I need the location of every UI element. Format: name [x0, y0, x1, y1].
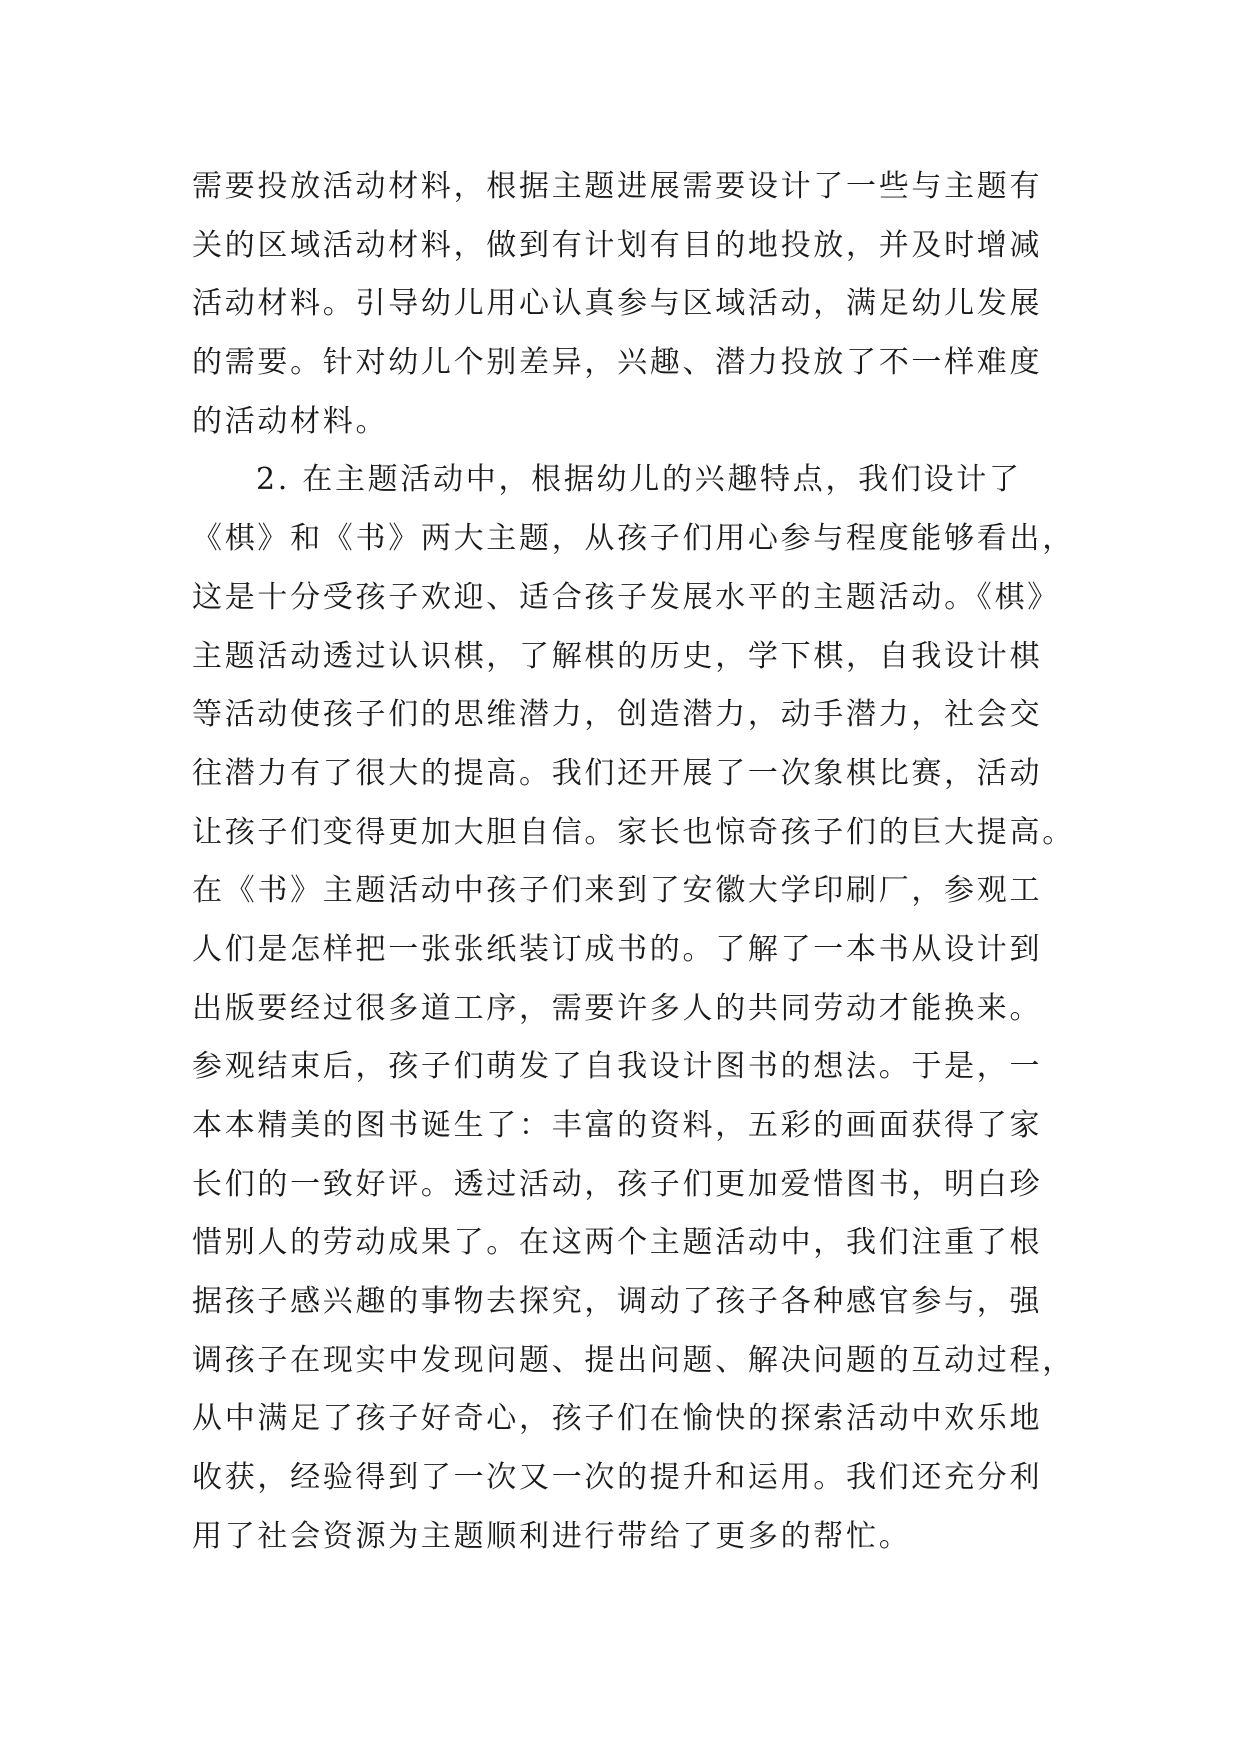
text-line: 在《书》主题活动中孩子们来到了安徽大学印刷厂，参观工 — [192, 873, 1043, 909]
text-line: 2. 在主题活动中，根据幼儿的兴趣特点，我们设计了 — [256, 462, 1022, 498]
text-line: 让孩子们变得更加大胆自信。家长也惊奇孩子们的巨大提高。 — [192, 814, 1075, 850]
body-text — [192, 158, 1075, 1567]
text-line: 据孩子感兴趣的事物去探究，调动了孩子各种感官参与，强 — [192, 1284, 1043, 1320]
text-line: 长们的一致好评。透过活动，孩子们更加爱惜图书，明白珍 — [192, 1166, 1043, 1202]
text-line: 需要投放活动材料，根据主题进展需要设计了一些与主题有 — [192, 169, 1043, 204]
text-line: 主题活动透过认识棋，了解棋的历史，学下棋，自我设计棋 — [192, 638, 1043, 674]
text-line: 活动材料。引导幼儿用心认真参与区域活动，满足幼儿发展 — [192, 286, 1043, 322]
text-line: 等活动使孩子们的思维潜力，创造潜力，动手潜力，社会交 — [192, 697, 1043, 733]
text-line: 调孩子在现实中发现问题、提出问题、解决问题的互动过程， — [192, 1342, 1075, 1378]
text-line: 人们是怎样把一张张纸装订成书的。了解了一本书从设计到 — [192, 931, 1043, 967]
text-line: 出版要经过很多道工序，需要许多人的共同劳动才能换来。 — [192, 990, 1043, 1026]
text-line: 参观结束后，孩子们萌发了自我设计图书的想法。于是，一 — [192, 1049, 1043, 1085]
text-line: 的需要。针对幼儿个别差异，兴趣、潜力投放了不一样难度 — [192, 345, 1043, 381]
text-line: 用了社会资源为主题顺利进行带给了更多的帮忙。 — [192, 1518, 912, 1554]
text-line: 从中满足了孩子好奇心，孩子们在愉快的探索活动中欢乐地 — [192, 1401, 1043, 1437]
text-line: 《棋》和《书》两大主题，从孩子们用心参与程度能够看出， — [192, 521, 1075, 557]
text-line: 收获，经验得到了一次又一次的提升和运用。我们还充分利 — [192, 1460, 1043, 1496]
text-line: 关的区域活动材料，做到有计划有目的地投放，并及时增减 — [192, 227, 1043, 263]
text-line: 的活动材料。 — [192, 403, 389, 439]
text-line: 往潜力有了很大的提高。我们还开展了一次象棋比赛，活动 — [192, 755, 1043, 791]
text-line: 这是十分受孩子欢迎、适合孩子发展水平的主题活动。《棋》 — [192, 579, 1060, 615]
text-line: 惜别人的劳动成果了。在这两个主题活动中，我们注重了根 — [192, 1225, 1043, 1261]
text-line: 本本精美的图书诞生了：丰富的资料，五彩的画面获得了家 — [192, 1108, 1043, 1143]
